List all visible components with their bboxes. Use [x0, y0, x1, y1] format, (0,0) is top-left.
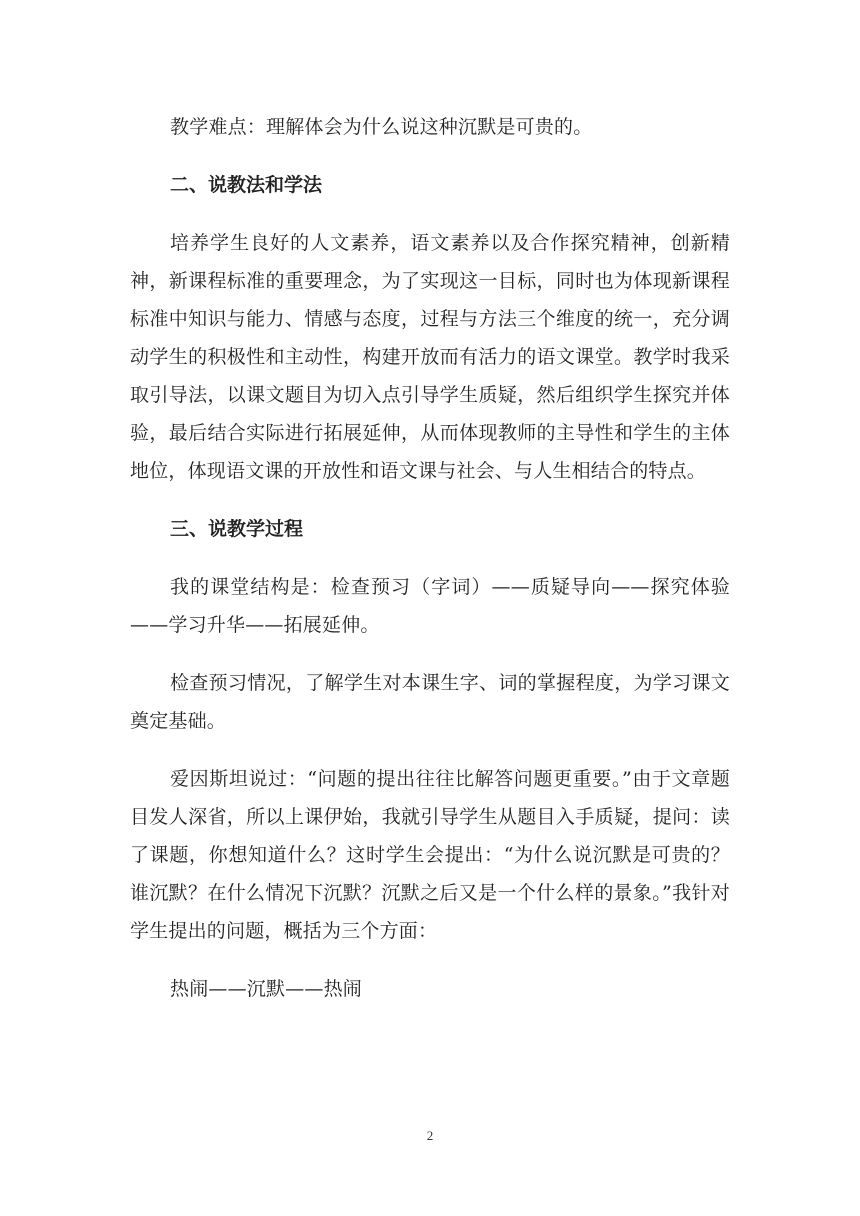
summary-line: 热闹——沉默——热闹: [170, 978, 363, 1000]
class-structure-paragraph: 我的课堂结构是：检查预习（字词）——质疑导向——探究体验——学习升华——拓展延伸。: [130, 576, 730, 636]
teaching-difficulty-paragraph: 教学难点：理解体会为什么说这种沉默是可贵的。: [170, 116, 593, 138]
page-number: 2: [426, 1128, 434, 1143]
methods-paragraph: 培养学生良好的人文素养，语文素养以及合作探究精神，创新精神，新课程标准的重要理念，为了实现这一目标，同时也为体现新课程标准中知识与能力、情感与态度，过程与方法三个维度的统一，充分调动学生的积极性和主动性，构建开放而有活力的语文课堂。教学时我采取引导法，以课文题目为切入点引导学生质疑，然后组织学生探究并体验，最后结合实际进行拓展延伸，从而体现教师的主导性和学生的主体地位，体现语文课的开放性和语文课与社会、与人生相结合的特点。: [130, 232, 730, 482]
section-heading-process: 三、说教学过程: [170, 518, 304, 540]
preview-check-paragraph: 检查预习情况，了解学生对本课生字、词的掌握程度，为学习课文奠定基础。: [130, 672, 730, 732]
section-heading-methods: 二、说教法和学法: [170, 174, 323, 196]
einstein-quote-paragraph: 爱因斯坦说过：“问题的提出往往比解答问题更重要。”由于文章题目发人深省，所以上课伊始，我就引导学生从题目入手质疑，提问：读了课题，你想知道什么？这时学生会提出：“为什么说沉默是可贵的？谁沉默？在什么情况下沉默？沉默之后又是一个什么样的景象。”我针对学生提出的问题，概括为三个方面：: [130, 768, 730, 942]
document-body: [130, 108, 730, 1028]
